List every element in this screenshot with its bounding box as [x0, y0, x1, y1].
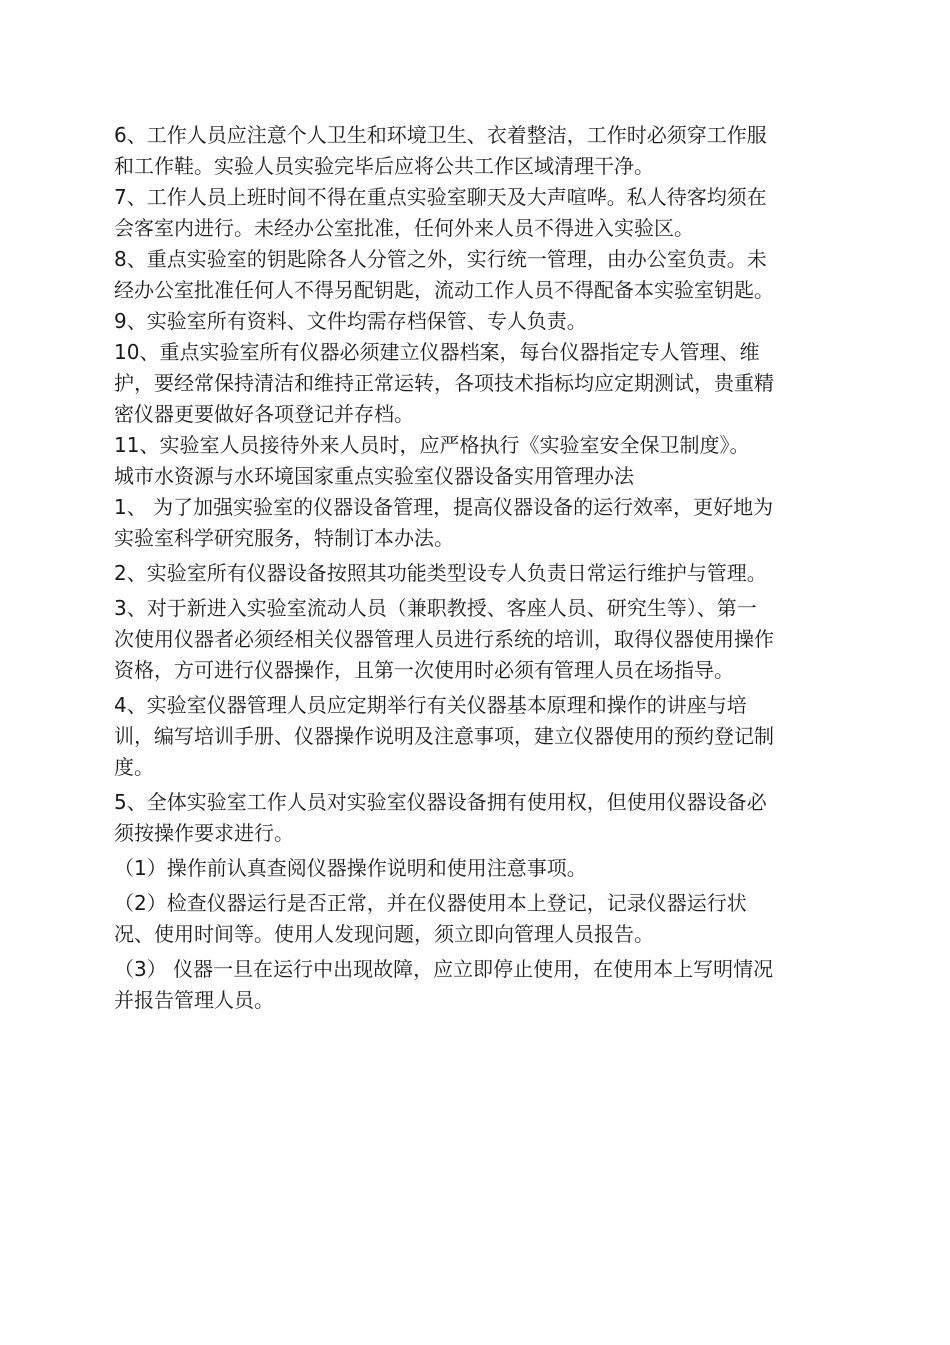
section-heading: 城市水资源与水环境国家重点实验室仪器设备实用管理办法 [114, 464, 634, 488]
paragraph-article-3: 3、对于新进入实验室流动人员（兼职教授、客座人员、研究生等）、第一次使用仪器者必须经相关仪器管理人员进行系统的培训，取得仪器使用操作资格，方可进行仪器操作，且第一次使用时必须有管理人员在场指导。 [114, 596, 774, 682]
paragraph-article-1: 1、 为了加强实验室的仪器设备管理，提高仪器设备的运行效率，更好地为实验室科学研究服务，特制订本办法。 [114, 495, 774, 550]
paragraph-article-2: 2、实验室所有仪器设备按照其功能类型设专人负责日常运行维护与管理。 [114, 561, 767, 585]
paragraph-item-1: （1）操作前认真查阅仪器操作说明和使用注意事项。 [114, 856, 587, 880]
paragraph-rule-8: 8、重点实验室的钥匙除各人分管之外，实行统一管理，由办公室负责。未经办公室批准任何人不得另配钥匙，流动工作人员不得配备本实验室钥匙。 [114, 247, 774, 302]
paragraph-article-5: 5、全体实验室工作人员对实验室仪器设备拥有使用权，但使用仪器设备必须按操作要求进行。 [114, 790, 767, 845]
paragraph-rule-7: 7、工作人员上班时间不得在重点实验室聊天及大声喧哗。私人待客均须在会客室内进行。未经办公室批准，任何外来人员不得进入实验区。 [114, 185, 767, 240]
paragraph-rule-9: 9、实验室所有资料、文件均需存档保管、专人负责。 [114, 309, 587, 333]
paragraph-item-3: （3） 仪器一旦在运行中出现故障，应立即停止使用，在使用本上写明情况并报告管理人员。 [114, 957, 774, 1012]
paragraph-article-4: 4、实验室仪器管理人员应定期举行有关仪器基本原理和操作的讲座与培训，编写培训手册、仪器操作说明及注意事项，建立仪器使用的预约登记制度。 [114, 693, 774, 779]
paragraph-rule-11: 11、实验室人员接待外来人员时，应严格执行《实验室安全保卫制度》。 [114, 433, 750, 457]
document-body [114, 120, 776, 1016]
paragraph-item-2: （2）检查仪器运行是否正常，并在仪器使用本上登记，记录仪器运行状况、使用时间等。使用人发现问题，须立即向管理人员报告。 [114, 891, 747, 946]
paragraph-rule-6: 6、工作人员应注意个人卫生和环境卫生、衣着整洁，工作时必须穿工作服和工作鞋。实验人员实验完毕后应将公共工作区域清理干净。 [114, 123, 767, 178]
paragraph-rule-10: 10、重点实验室所有仪器必须建立仪器档案，每台仪器指定专人管理、维护，要经常保持清洁和维持正常运转，各项技术指标均应定期测试，贵重精密仪器更要做好各项登记并存档。 [114, 340, 774, 426]
